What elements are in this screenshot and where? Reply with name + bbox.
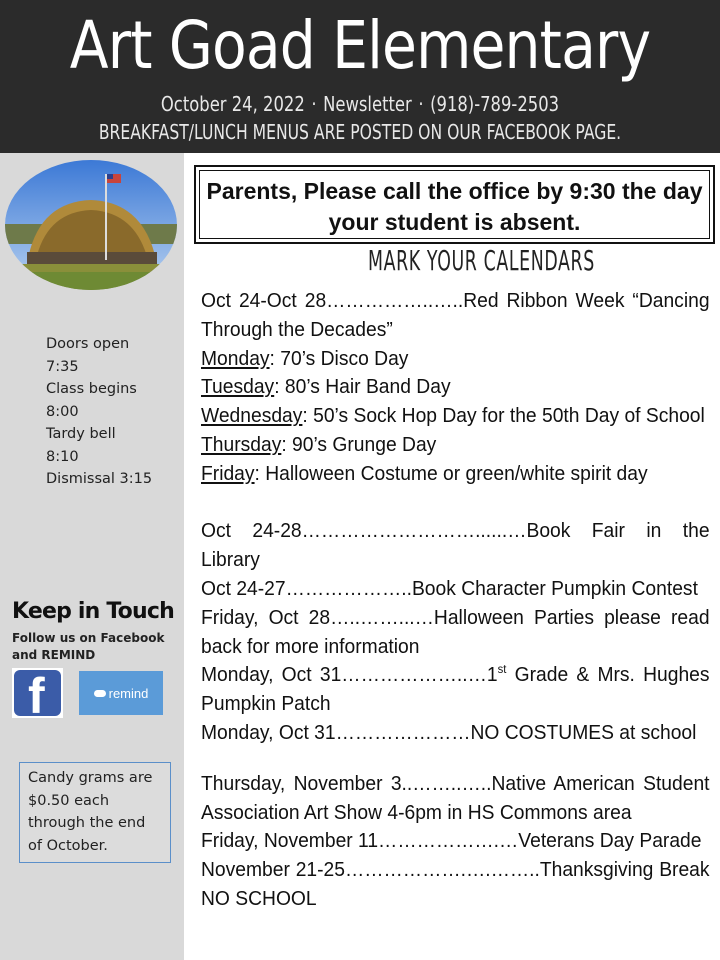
- candy-grams-note: Candy grams are $0.50 each through the end of October.: [19, 762, 171, 863]
- day-name: Tuesday: [201, 375, 275, 399]
- separator-dot: ·: [311, 92, 317, 116]
- schedule-line: 8:10: [46, 448, 79, 465]
- newsletter-subline: [65, 91, 655, 117]
- facebook-logo: [14, 670, 61, 716]
- schedule-line: 7:35: [46, 358, 79, 375]
- theme-day: [201, 345, 710, 374]
- remind-logo[interactable]: [79, 671, 163, 715]
- day-name: Monday: [201, 346, 270, 370]
- day-theme: : 50’s Sock Hop Day for the 50th Day of School: [302, 404, 705, 428]
- calendar-events: [201, 287, 710, 914]
- remind-cloud-icon: [94, 690, 106, 697]
- schedule-line: Dismissal 3:15: [46, 471, 153, 487]
- day-name: Wednesday: [201, 404, 303, 428]
- day-theme: : Halloween Costume or green/white spirit day: [254, 461, 648, 485]
- absence-notice-box: [194, 165, 715, 244]
- newsletter-date: October 24, 2022: [160, 92, 305, 116]
- event-line: Thursday, November 3..……..…..Native American Student Association Art Show 4-6pm in HS Commons area: [201, 771, 710, 824]
- ordinal-suffix: st: [497, 662, 507, 677]
- event-line: Monday, Oct 31…………………NO COSTUMES at school: [201, 720, 697, 744]
- absence-notice: Parents, Please call the office by 9:30 the day your student is absent.: [199, 170, 710, 239]
- day-theme: : 80’s Hair Band Day: [274, 375, 451, 399]
- school-phone: (918)-789-2503: [430, 92, 560, 116]
- red-ribbon-week: Oct 24-Oct 28……………..…..Red Ribbon Week “Dancing Through the Decades”: [201, 289, 710, 341]
- keep-in-touch-heading: Keep in Touch: [12, 599, 174, 624]
- facebook-glyph: f: [28, 670, 45, 716]
- event-line: Oct 24-28………………………......…Book Fair in the Library: [201, 519, 710, 572]
- schedule-line: Class begins: [46, 381, 137, 397]
- theme-day: [201, 460, 710, 489]
- event-desc: Grade & Mrs. Hughes Pumpkin Patch: [201, 663, 710, 716]
- school-building-photo: [5, 160, 177, 290]
- event-line: November 21-25……………….….……..Thanksgiving Break NO SCHOOL: [201, 858, 710, 910]
- event-date: Monday, Oct 31………………..…1: [201, 663, 498, 687]
- day-name: Friday: [201, 461, 255, 485]
- day-theme: : 90’s Grunge Day: [281, 432, 437, 456]
- newsletter-header: [0, 0, 720, 153]
- theme-day: [201, 373, 710, 402]
- day-theme: : 70’s Disco Day: [269, 346, 409, 370]
- remind-label: remind: [108, 685, 149, 701]
- day-name: Thursday: [201, 432, 282, 456]
- mark-your-calendars-heading: MARK YOUR CALENDARS: [368, 244, 595, 277]
- theme-day: [201, 402, 710, 431]
- event-line: [201, 661, 710, 719]
- newsletter-label: Newsletter: [323, 92, 412, 116]
- schedule-line: Tardy bell: [46, 426, 116, 442]
- school-hours: [46, 333, 176, 491]
- event-line: Friday, Oct 28…..……...…Halloween Parties please read back for more information: [201, 605, 710, 658]
- spacer: [201, 748, 710, 770]
- event-line: Oct 24-27………………..Book Character Pumpkin Contest: [201, 576, 698, 600]
- schedule-line: Doors open: [46, 336, 130, 352]
- spacer: [201, 489, 710, 518]
- menus-note: BREAKFAST/LUNCH MENUS ARE POSTED ON OUR FACEBOOK PAGE.: [98, 120, 622, 144]
- school-name: Art Goad Elementary: [69, 7, 651, 84]
- facebook-icon[interactable]: [12, 668, 63, 718]
- separator-dot: ·: [418, 92, 424, 116]
- theme-day: [201, 431, 710, 460]
- schedule-line: 8:00: [46, 403, 79, 420]
- event-line: Friday, November 11……………….…Veterans Day Parade: [201, 829, 702, 853]
- follow-us-text: Follow us on Facebook and REMIND: [12, 631, 165, 662]
